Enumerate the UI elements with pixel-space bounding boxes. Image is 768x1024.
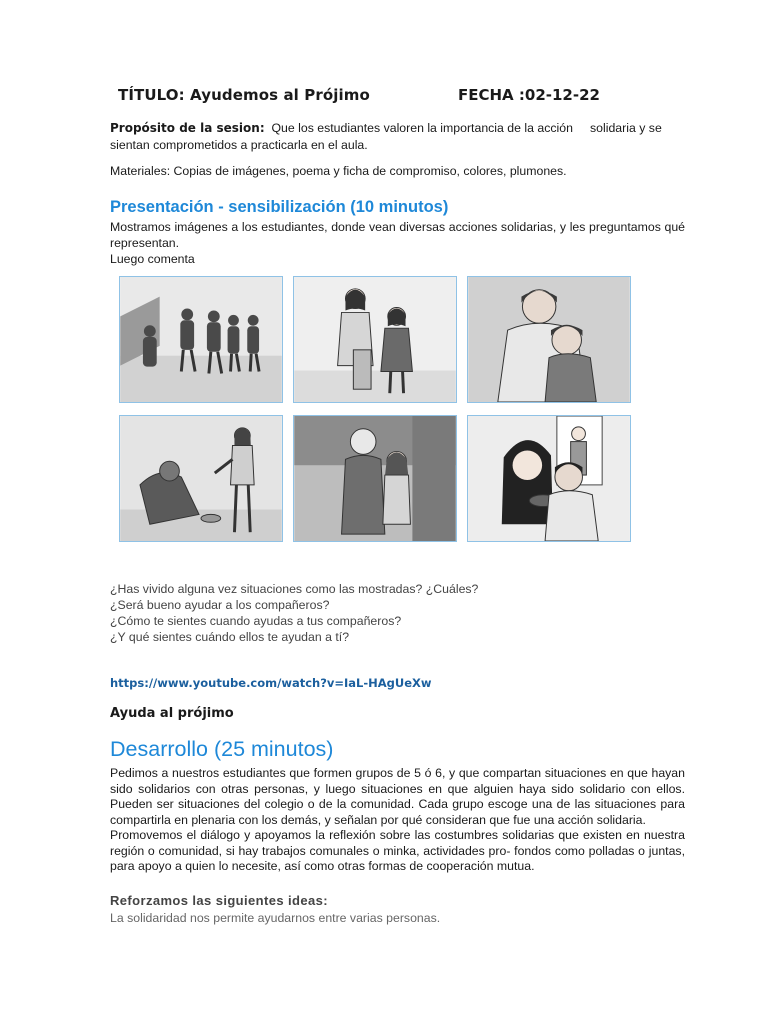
question-item: ¿Cómo te sientes cuando ayudas a tus compañeros?	[110, 614, 402, 628]
reinforce-heading: Reforzamos las siguientes ideas:	[110, 893, 328, 908]
reflection-questions	[110, 581, 478, 645]
purpose-paragraph	[110, 120, 670, 154]
presentation-text: Mostramos imágenes a los estudiantes, donde vean diversas acciones solidarias, y les preguntamos qué representan.	[110, 220, 685, 250]
illustration-sharing-bowl	[467, 415, 631, 542]
illustration-girl-giving-coins	[119, 415, 283, 542]
development-body	[110, 766, 685, 875]
presentation-followup: Luego comenta	[110, 252, 195, 266]
document-title: TÍTULO: Ayudemos al Prójimo	[118, 86, 370, 104]
illustration-children-walking	[119, 276, 283, 403]
purpose-text-1: Que los estudiantes valoren la importancia de la acción	[271, 121, 573, 135]
illustration-girls-friends	[293, 276, 457, 403]
video-title: Ayuda al prójimo	[110, 706, 234, 721]
illustration-hug	[467, 276, 631, 403]
presentation-body	[110, 219, 685, 267]
purpose-label: Propósito de la sesion:	[110, 121, 265, 135]
development-paragraph-2: Promovemos el diálogo y apoyamos la reflexión sobre las costumbres solidarias que existen en nuestra región o comunidad, si hay trabajos comunales o minka, actividades pro- fondos como polladas o juntas, para apoyo a quien lo necesite, así como otras formas de cooperación mutua.	[110, 828, 685, 873]
illustration-helping-elder	[293, 415, 457, 542]
question-item: ¿Has vivido alguna vez situaciones como las mostradas? ¿Cuáles?	[110, 582, 479, 596]
purpose-text-2: solidaria y se	[590, 121, 662, 135]
illustration-grid	[119, 276, 633, 544]
youtube-link[interactable]: https://www.youtube.com/watch?v=IaL-HAgUeXw	[110, 676, 432, 690]
document-date: FECHA :02-12-22	[458, 86, 600, 104]
materials-line: Materiales: Copias de imágenes, poema y ficha de compromiso, colores, plumones.	[110, 164, 567, 178]
development-paragraph-1: Pedimos a nuestros estudiantes que formen grupos de 5 ó 6, y que compartan situaciones en que hayan sido solidarios con otras personas, y luego situaciones en que alguien haya sido solidario con ellos. Pueden ser situaciones del colegio o de la comunidad. Cada grupo escoge una de las situaciones para compartirla en plenaria con los demás, y señalan por qué consideran que fue una acción solidaria.	[110, 766, 685, 827]
question-item: ¿Será bueno ayudar a los compañeros?	[110, 598, 330, 612]
question-item: ¿Y qué sientes cuándo ellos te ayudan a tí?	[110, 630, 350, 644]
presentation-heading: Presentación - sensibilización (10 minutos)	[110, 198, 449, 216]
development-heading: Desarrollo (25 minutos)	[110, 737, 334, 761]
purpose-text-3: sientan comprometidos a practicarla en el aula.	[110, 138, 368, 152]
reinforce-text: La solidaridad nos permite ayudarnos entre varias personas.	[110, 911, 441, 925]
